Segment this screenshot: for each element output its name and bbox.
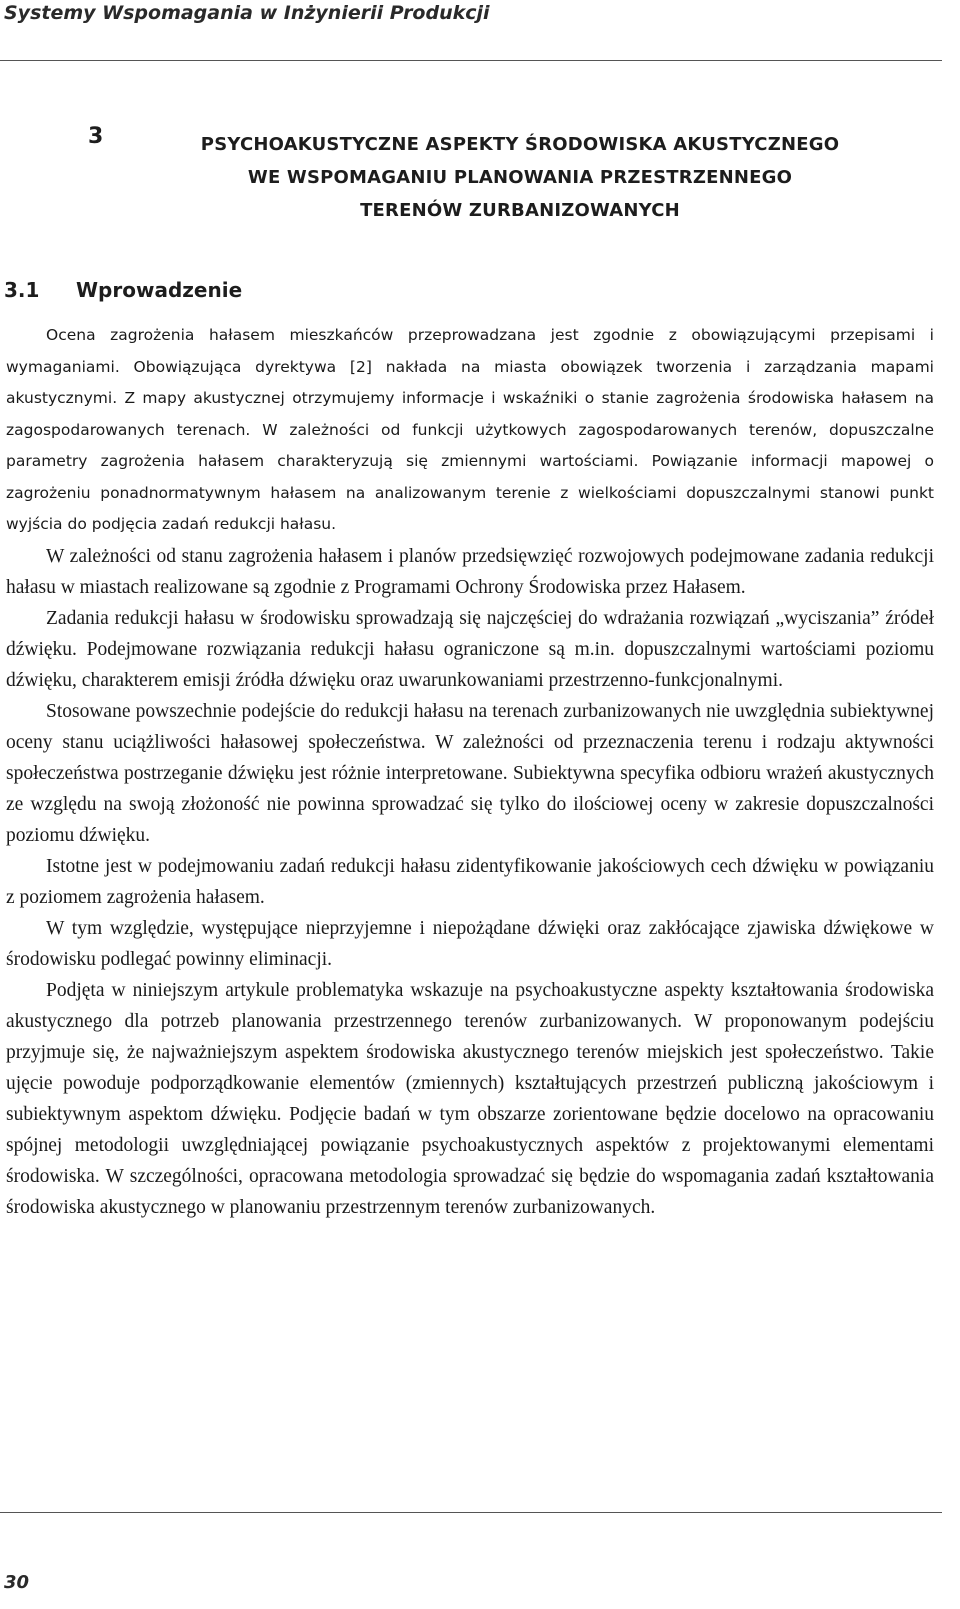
header-divider xyxy=(0,60,942,61)
chapter-title xyxy=(140,128,900,227)
chapter-title-line: TERENÓW ZURBANIZOWANYCH xyxy=(360,200,680,221)
section-heading xyxy=(4,278,242,302)
body-paragraph: Stosowane powszechnie podejście do redukcji hałasu na terenach zurbanizowanych nie uwzględnia subiektywnej oceny stanu uciążliwości hałasowej społeczeństwa. W zależności od przeznaczenia terenu i rodzaju aktywności społeczeństwa postrzeganie dźwięku jest różnie interpretowane. Subiektywna specyfika odbioru wrażeń akustycznych ze względu na swoją złożoność nie powinna sprowadzać się tylko do ilościowej oceny w zakresie dopuszczalności poziomu dźwięku. xyxy=(6,700,934,846)
body-paragraph: Podjęta w niniejszym artykule problematyka wskazuje na psychoakustyczne aspekty kształtowania środowiska akustycznego dla potrzeb planowania przestrzennego terenów zurbanizowanych. W proponowanym podejściu przyjmuje się, że najważniejszym aspektem środowiska akustycznego terenów miejskich jest społeczeństwo. Takie ujęcie powoduje podporządkowanie elementów (zmiennych) kształtujących przestrzeń publiczną jakościowym i subiektywnym aspektom dźwięku. Podjęcie badań w tym obszarze zorientowane będzie docelowo na opracowaniu spójnej metodologii uwzględniającej powiązanie psychoakustycznych aspektów z projektowanymi elementami środowiska. W szczególności, opracowana metodologia sprowadzać się będzie do wspomagania zadań kształtowania środowiska akustycznego w planowaniu przestrzennym terenów zurbanizowanych. xyxy=(6,979,934,1218)
footer-divider xyxy=(0,1512,942,1513)
section-title: Wprowadzenie xyxy=(76,278,243,302)
body-paragraph: W zależności od stanu zagrożenia hałasem i planów przedsięwzięć rozwojowych podejmowane zadania redukcji hałasu w miastach realizowane są zgodnie z Programami Ochrony Środowiska przez Hałasem. xyxy=(6,545,934,598)
section-number: 3.1 xyxy=(4,278,40,302)
chapter-title-line: PSYCHOAKUSTYCZNE ASPEKTY ŚRODOWISKA AKUSTYCZNEGO xyxy=(200,134,840,155)
chapter-title-line: WE WSPOMAGANIU PLANOWANIA PRZESTRZENNEGO xyxy=(247,167,793,188)
body-paragraph: Ocena zagrożenia hałasem mieszkańców przeprowadzana jest zgodnie z obowiązującymi przepisami i wymaganiami. Obowiązująca dyrektywa [2] nakłada na miasta obowiązek tworzenia i zarządzania mapami akustycznymi. Z mapy akustycznej otrzymujemy informacje i wskaźniki o stanie zagrożenia środowiska hałasem na zagospodarowanych terenach. W zależności od funkcji użytkowych zagospodarowanych terenów, dopuszczalne parametry zagrożenia hałasem charakteryzują się zmiennymi wartościami. Powiązanie informacji mapowej o zagrożeniu ponadnormatywnym hałasem na analizowanym terenie z wielkościami dopuszczalnymi stanowi punkt wyjścia do podjęcia zadań redukcji hałasu. xyxy=(6,326,934,533)
body-paragraph: W tym względzie, występujące nieprzyjemne i niepożądane dźwięki oraz zakłócające zjawiska dźwiękowe w środowisku podlegać powinny eliminacji. xyxy=(6,917,934,970)
running-header: Systemy Wspomagania w Inżynierii Produkcji xyxy=(4,2,490,24)
body-paragraph: Zadania redukcji hałasu w środowisku sprowadzają się najczęściej do wdrażania rozwiązań „wyciszania” źródeł dźwięku. Podejmowane rozwiązania redukcji hałasu ograniczone są m.in. dopuszczalnymi wartościami poziomu dźwięku, charakterem emisji źródła dźwięku oraz uwarunkowaniami przestrzenno-funkcjonalnymi. xyxy=(6,607,934,691)
page-number: 30 xyxy=(4,1572,30,1593)
chapter-number: 3 xyxy=(88,124,104,149)
body-paragraph: Istotne jest w podejmowaniu zadań redukcji hałasu zidentyfikowanie jakościowych cech dźwięku w powiązaniu z poziomem zagrożenia hałasem. xyxy=(6,855,934,908)
article-body xyxy=(6,320,934,1223)
